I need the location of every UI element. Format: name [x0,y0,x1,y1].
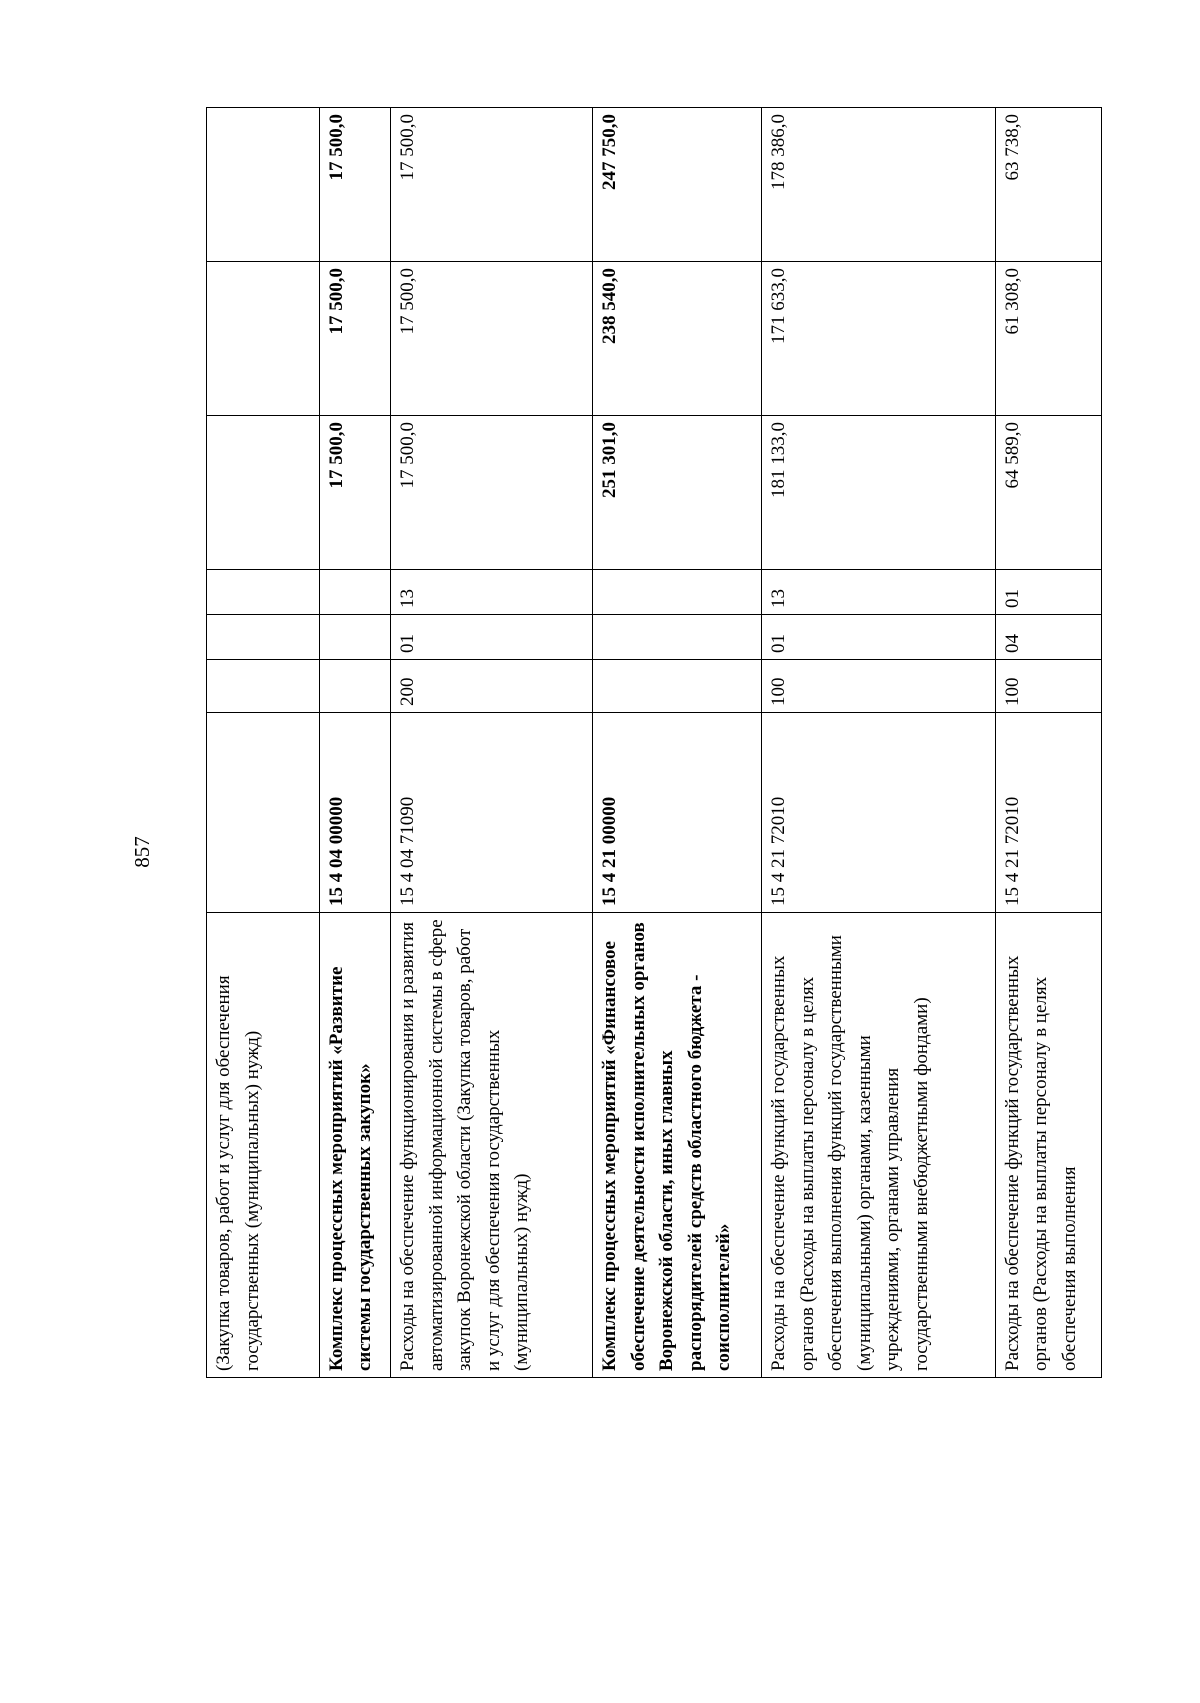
expense-type-code: 200 [391,660,593,713]
section-code [593,615,762,660]
rotated-page-content [206,108,1102,1378]
amount-year-2: 17 500,0 [319,262,391,416]
budget-table [206,107,1102,1378]
section-code [207,615,320,660]
section-code [319,615,391,660]
amount-year-3: 63 738,0 [995,108,1101,262]
amount-year-3: 17 500,0 [319,108,391,262]
amount-year-3 [207,108,320,262]
row-description: Комплекс процессных мероприятий «Финансовое обеспечение деятельности исполнительных органов Воронежской области, иных главных распорядителей средств областного бюджета - соисполнителей» [593,913,762,1378]
expense-type-code [593,660,762,713]
table-row [319,108,391,1378]
subsection-code: 01 [995,570,1101,615]
table-row [762,108,995,1378]
row-description: Расходы на обеспечение функций государственных органов (Расходы на выплаты персоналу в целях обеспечения выполнения функций государственными (муниципальными) органами, казенными учреждениями, органами управления государственными внебюджетными фондами) [762,913,995,1378]
section-code: 04 [995,615,1101,660]
target-article-code [207,713,320,913]
amount-year-3: 247 750,0 [593,108,762,262]
table-row [391,108,593,1378]
table-row [995,108,1101,1378]
target-article-code: 15 4 21 72010 [995,713,1101,913]
section-code: 01 [391,615,593,660]
row-description: Комплекс процессных мероприятий «Развитие системы государственных закупок» [319,913,391,1378]
expense-type-code [207,660,320,713]
subsection-code [319,570,391,615]
amount-year-1: 181 133,0 [762,416,995,570]
subsection-code: 13 [762,570,995,615]
target-article-code: 15 4 04 00000 [319,713,391,913]
amount-year-2: 17 500,0 [391,262,593,416]
subsection-code [207,570,320,615]
expense-type-code: 100 [995,660,1101,713]
page-number: 857 [130,836,154,868]
subsection-code: 13 [391,570,593,615]
subsection-code [593,570,762,615]
amount-year-2: 238 540,0 [593,262,762,416]
amount-year-2 [207,262,320,416]
amount-year-2: 61 308,0 [995,262,1101,416]
amount-year-1: 251 301,0 [593,416,762,570]
table-row [593,108,762,1378]
amount-year-3: 178 386,0 [762,108,995,262]
amount-year-1 [207,416,320,570]
amount-year-1: 17 500,0 [319,416,391,570]
target-article-code: 15 4 21 00000 [593,713,762,913]
amount-year-3: 17 500,0 [391,108,593,262]
row-description: Расходы на обеспечение функций государственных органов (Расходы на выплаты персоналу в целях обеспечения выполнения [995,913,1101,1378]
section-code: 01 [762,615,995,660]
amount-year-2: 171 633,0 [762,262,995,416]
expense-type-code: 100 [762,660,995,713]
row-description: Расходы на обеспечение функционирования и развития автоматизированной информационной системы в сфере закупок Воронежской области (Закупка товаров, работ и услуг для обеспечения государственных (муниципальных) нужд) [391,913,593,1378]
target-article-code: 15 4 21 72010 [762,713,995,913]
target-article-code: 15 4 04 71090 [391,713,593,913]
row-description: (Закупка товаров, работ и услуг для обеспечения государственных (муниципальных) нужд) [207,913,320,1378]
table-row [207,108,320,1378]
expense-type-code [319,660,391,713]
amount-year-1: 64 589,0 [995,416,1101,570]
amount-year-1: 17 500,0 [391,416,593,570]
